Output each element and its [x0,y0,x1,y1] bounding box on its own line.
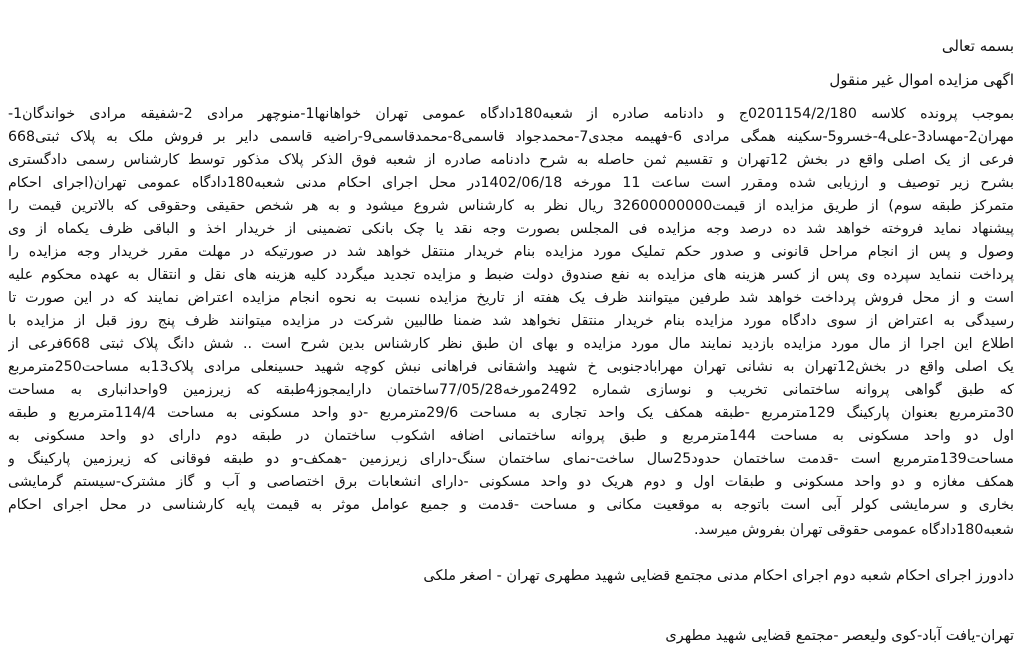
body-line: بموجب پرونده کلاسه 0201154/2/180ج و دادنامه صادره از شعبه180دادگاه عمومی تهران خواهانها1-منوچهر مرادی 2-شفیقه مرادی خواندگان1- [8,106,1014,122]
body-line: 30مترمربع بعنوان پارکینگ 129مترمربع -طبقه همکف یک واحد تجاری به مساحت 29/6مترمربع -دو واحد مسکونی به مساحت 114/4مترمربع و طبقه [8,405,1014,421]
body-line: که طبق گواهی پروانه ساختمانی تخریب و نوسازی شماره 2492مورخه77/05/28ساختمان دارایمجوز4طبقه که زیرزمین 9واحدانباری به مساحت [8,382,1014,398]
body-line-last: شعبه180دادگاه عمومی حقوقی تهران بفروش میرسد. [693,522,1014,538]
body-line: رسیدگی به اعتراض از سوی دادگاه مورد مزایده بنام خریدار منتقل نخواهد شد ضمنا طالبین شرکت در مزایده میتوانند ظرف پنج روز قبل از مزایده با [8,313,1014,329]
body-line: فرعی از یک اصلی واقع در بخش 12تهران و تقسیم ثمن حاصله به شرح دادنامه صادره از شعبه فوق الذکر پلاک مذکور توسط کارشناس رسمی دادگستری [8,152,1014,168]
notice-title: اگهی مزایده اموال غیر منقول [829,71,1014,89]
body-line: همکف مغازه و دو واحد مسکونی و طبقات اول و دوم هریک دو واحد مسکونی -دارای انشعابات برق اختصاصی و آب و گاز مشترک-سیستم گرمایشی [8,474,1014,490]
body-line: پرداخت ننماید سپرده وی پس از کسر هزینه های مزایده به نفع صندوق دولت ضبط و مزایده تجدید میگردد کلیه هزینه های نقل و انتقال به عهده محکوم علیه [8,267,1014,283]
body-line: اول دو واحد مسکونی به مساحت 144مترمربع و طبق پروانه ساختمانی اضافه اشکوب ساختمان در طبقه دوم دارای دو واحد مسکونی به [8,428,1014,444]
signature-line: دادورز اجرای احکام شعبه دوم اجرای احکام مدنی مجتمع قضایی شهید مطهری تهران - اصغر ملکی [423,568,1014,584]
body-line: مهران2-مهساد3-علی4-خسرو5-سکینه همگی مرادی 6-فهیمه مجدی7-محمدجواد قاسمی8-محمدقاسمی9-راضیه قاسمی دایر بر فروش ملک به پلاک ثبتی668 [8,129,1014,145]
body-line: است و از محل فروش پرداخت خواهد شد طرفین میتوانند ظرف یک هفته از تاریخ مزایده نسبت به نحوه انجام مزایده اعتراض نمایند که در این صورت تا [8,290,1014,306]
address-line: تهران-یافت آباد-کوی ولیعصر -مجتمع قضایی شهید مطهری [665,628,1014,644]
body-line: متمرکز طبقه سوم) از طریق مزایده از قیمت32600000000 ریال نظر به کارشناس شروع میشود و به هر شخص حقیقی وحقوقی که بالاترین قیمت را [8,198,1014,214]
body-line: اطلاع این اجرا از مال مورد مزایده بازدید نمایند مال مورد مزایده و بهای ان طبق نظر کارشناس بدین شرح است .. شش دانگ پلاک ثبتی 668فرعی از [8,336,1014,352]
body-line: بخاری و سرمایشی کولر آبی است باتوجه به موقعیت مکانی و مساحت -قدمت و جمیع عوامل موثر به قیمت پایه کارشناسی در محل اجرای احکام [8,497,1014,513]
body-line: پیشنهاد نماید فروخته خواهد شد ده درصد وجه مزایده فی المجلس بصورت وجه نقد یا چک بانکی تضمینی از خریدار اخذ و الباقی ظرف یکماه از وی [8,221,1014,237]
body-line: بشرح زیر توصیف و ارزیابی شده ومقرر است ساعت 11 مورخه 1402/06/18در محل اجرای احکام مدنی شعبه180دادگاه عمومی تهران(اجرای احکام [8,175,1014,191]
body-line: مساحت139مترمربع است -قدمت ساختمان حدود25سال ساخت-نمای ساختمان سنگ-دارای زیرزمین -همکف-و دو طبقه فوقانی که زیرزمین پارکینگ و [8,451,1014,467]
body-line: وصول و پس از انجام مراحل قانونی و صدور حکم تملیک مورد مزایده بنام خریدار منتقل خواهد شد در صورتیکه در مهلت مقرر خریدار وجه مزایده را [8,244,1014,260]
body-line: یک اصلی واقع در بخش12تهران به نشانی تهران مهرابادجنوبی خ شهید واشقانی فراهانی نبش کوچه شهید حسینعلی مرادی پلاک13به مساحت250مترمربع [8,359,1014,375]
bismillah-heading: بسمه تعالی [941,37,1014,55]
